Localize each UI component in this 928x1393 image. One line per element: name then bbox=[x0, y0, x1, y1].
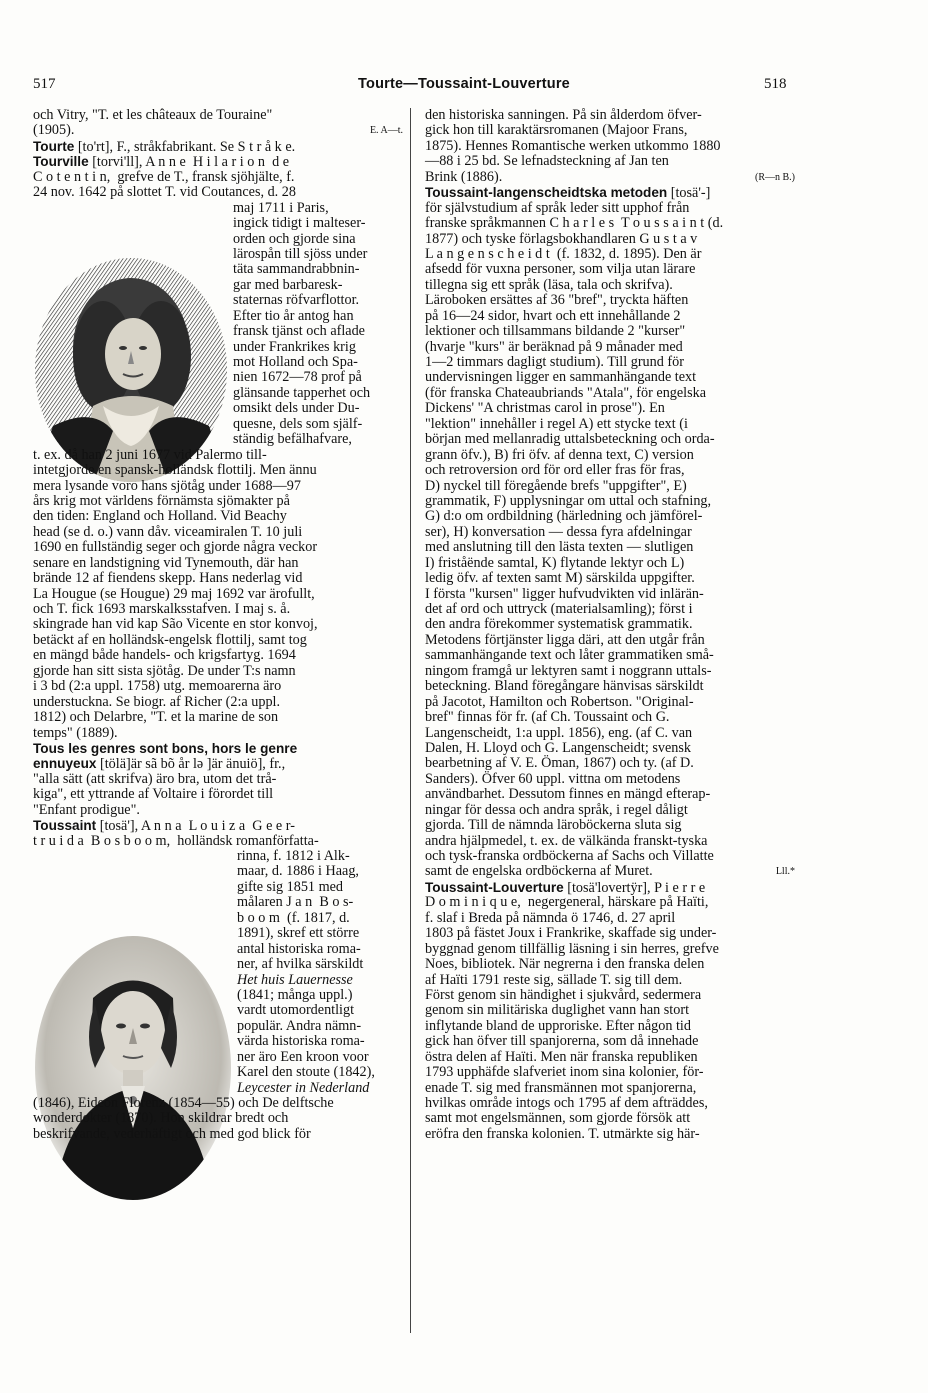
line-text: tillegna sig ett språk (läsa, tala och skrifva). bbox=[425, 276, 673, 293]
text-line bbox=[425, 880, 795, 895]
line-text: glänsande tapperhet och bbox=[233, 384, 371, 401]
text-line bbox=[425, 834, 795, 849]
line-text: och retroversion ord för ord eller fras för fras, bbox=[425, 462, 685, 479]
line-text: orden och gjorde sina bbox=[233, 230, 356, 247]
text-line bbox=[33, 1065, 403, 1080]
text-line bbox=[33, 432, 403, 447]
text-line bbox=[33, 818, 403, 833]
line-text: på Jacotot, Hamilton och Robertson. "Original- bbox=[425, 693, 694, 710]
line-text: användbarhet. Dessutom finnes en mängd efterap- bbox=[425, 786, 711, 803]
text-line bbox=[33, 556, 403, 571]
text-line bbox=[33, 154, 403, 169]
line-text: ner äro Een kroon voor bbox=[237, 1048, 369, 1065]
text-line bbox=[33, 463, 403, 478]
text-line bbox=[425, 818, 795, 833]
text-line bbox=[33, 309, 403, 324]
text-line bbox=[33, 401, 403, 416]
line-text: [tosä'lovertÿr], P i e r r e bbox=[563, 879, 706, 896]
line-text: (för franska Chateaubriands "Atala", för engelska bbox=[425, 384, 707, 401]
line-text: temps" (1889). bbox=[33, 724, 118, 741]
line-text: staternas röfvarflottor. bbox=[233, 292, 360, 309]
line-text: östra delen af Haïti. Men när franska republiken bbox=[425, 1048, 698, 1065]
headword: Tous les genres sont bons, hors le genre bbox=[33, 740, 298, 756]
line-text: Först genom sin händighet i sjukvård, sedermera bbox=[425, 986, 702, 1003]
line-text: i 3 bd (2:a uppl. 1758) utg. memoarerna äro bbox=[33, 678, 282, 695]
text-line bbox=[33, 710, 403, 725]
text-line bbox=[425, 201, 795, 216]
line-text: ledig öfv. af texten samt M) särskilda uppgifter. bbox=[425, 570, 695, 587]
line-text: rinna, f. 1812 i Alk- bbox=[237, 848, 350, 864]
line-text: gar med barbaresk- bbox=[233, 276, 343, 293]
text-line bbox=[33, 772, 403, 787]
line-text: bearbetning af V. E. Öman, 1867) och ty. (af D. bbox=[425, 755, 694, 772]
line-text: wonderdokter (1870). Hon skildrar bredt och bbox=[33, 1110, 289, 1127]
line-text: undervisningen ligger en sammanhängande text bbox=[425, 369, 697, 386]
line-text: inflytande bland de upproriske. Efter någon tid bbox=[425, 1017, 691, 1034]
italic-title: Leycester in Nederland bbox=[237, 1079, 370, 1096]
line-text: t. ex. då han 2 juni 1677 vid Palermo till- bbox=[33, 446, 267, 463]
text-line bbox=[33, 262, 403, 277]
text-line bbox=[425, 926, 795, 941]
line-text: 1812) och Delarbre, "T. et la marine de son bbox=[33, 709, 279, 726]
line-text: ser), H) konversation — dessa fyra afdelningar bbox=[425, 523, 692, 540]
text-line bbox=[425, 448, 795, 463]
line-text: gick han öfver till spanjorerna, som då innehade bbox=[425, 1033, 699, 1050]
line-text: maj 1711 i Paris, bbox=[233, 199, 329, 216]
line-text: "lektion" innehåller i regel A) ett stycke text (i bbox=[425, 415, 688, 432]
line-text: och T. fick 1693 marskalksstafven. I maj s. å. bbox=[33, 601, 291, 617]
headword: Tourte bbox=[33, 138, 75, 154]
text-line bbox=[33, 803, 403, 818]
line-text: hvilkas område intogs och 1795 af dem afträddes, bbox=[425, 1095, 708, 1111]
line-text: gjorda. Till de nämnda läroböckerna sluta sig bbox=[425, 817, 682, 834]
line-text: betäckt af en holländsk-engelsk flottilj, samt tog bbox=[33, 631, 307, 648]
text-line bbox=[33, 232, 403, 247]
line-text: ningar för dessa och andra språk, i regel dåligt bbox=[425, 801, 688, 818]
line-text: vardt utomordentligt bbox=[237, 1002, 355, 1019]
text-line bbox=[33, 895, 403, 910]
line-text: [tosä'], A n n a L o u i z a G e e r- bbox=[96, 818, 295, 835]
text-line bbox=[425, 417, 795, 432]
line-text: enade T. sig med fransmännen mot spanjorerna, bbox=[425, 1079, 697, 1096]
page-number-right: 518 bbox=[764, 76, 787, 92]
line-text: b o o m (f. 1817, d. bbox=[237, 909, 350, 926]
text-line bbox=[425, 1050, 795, 1065]
line-text: genom sin militäriska duglighet vann han stort bbox=[425, 1002, 690, 1019]
text-line bbox=[33, 1050, 403, 1065]
headword: Toussaint bbox=[33, 818, 97, 834]
text-line bbox=[425, 262, 795, 277]
text-line bbox=[425, 247, 795, 262]
text-line bbox=[425, 633, 795, 648]
text-line bbox=[33, 386, 403, 401]
line-text: Metodens förtjänster ligga däri, att den utgår från bbox=[425, 631, 705, 648]
line-text: Läroboken ersättes af 36 "bref", tryckta häften bbox=[425, 292, 689, 309]
text-line bbox=[33, 1096, 403, 1111]
text-line bbox=[33, 880, 403, 895]
line-text: (1846), Eideon Florenz (1854—55) och De delftsche bbox=[33, 1095, 334, 1111]
italic-title: Het huis Lauernesse bbox=[237, 971, 353, 988]
text-line bbox=[33, 849, 403, 864]
text-line bbox=[425, 571, 795, 586]
text-line bbox=[33, 973, 403, 988]
text-line bbox=[33, 988, 403, 1003]
text-line bbox=[425, 185, 795, 200]
text-line bbox=[33, 540, 403, 555]
line-text: senare en landstigning vid Tynemouth, där han bbox=[33, 554, 299, 571]
line-text: och tysk-franska ordböckerna af Sachs och Villatte bbox=[425, 848, 714, 864]
line-text: "alla sätt (att skrifva) äro bra, utom det trå- bbox=[33, 770, 277, 787]
text-line bbox=[33, 1127, 403, 1142]
text-line bbox=[425, 494, 795, 509]
line-text: den tiden: England och Holland. Vid Beachy bbox=[33, 508, 287, 525]
line-text: beteckning. Bland föregångare hänvisas särskildt bbox=[425, 678, 704, 695]
line-text: med anslutning till den lästa texten — slutligen bbox=[425, 539, 694, 556]
line-text: års krig mot världens förnämsta sjömakter på bbox=[33, 492, 290, 509]
line-text: La Hougue (se Hougue) 29 maj 1692 var ärofullt, bbox=[33, 585, 315, 602]
text-line bbox=[425, 232, 795, 247]
text-line bbox=[425, 1003, 795, 1018]
line-text: Sanders). Öfver 60 uppl. vittna om metodens bbox=[425, 770, 681, 787]
line-text: beskrifvande, vederhäftigt och med god blick för bbox=[33, 1125, 311, 1142]
right-column bbox=[425, 108, 795, 1142]
left-column bbox=[33, 108, 403, 1142]
line-text: D) nyckel till föregående brefs "uppgifter", E) bbox=[425, 477, 687, 494]
headword: Toussaint-Louverture bbox=[425, 879, 564, 895]
text-line bbox=[33, 1019, 403, 1034]
line-text: 1877) och tyske förlagsbokhandlaren G u s t a v bbox=[425, 230, 698, 247]
line-text: andra hjälpmedel, t. ex. de välkända franskt-tyska bbox=[425, 832, 708, 849]
line-text: det af ord och uttryck (materialsamling); först i bbox=[425, 601, 693, 617]
running-title: Tourte—Toussaint-Louverture bbox=[358, 76, 570, 92]
text-line bbox=[33, 509, 403, 524]
line-text: (1841; många uppl.) bbox=[237, 986, 353, 1003]
line-text: fransk tjänst och aflade bbox=[233, 323, 365, 340]
text-line bbox=[33, 340, 403, 355]
text-line bbox=[425, 1065, 795, 1080]
line-text: "Enfant prodigue". bbox=[33, 801, 140, 818]
line-text: Langenscheidt, 1:a uppl. 1856), eng. (af C. van bbox=[425, 724, 693, 741]
line-text: sammanhängande text och låter grammatiken små- bbox=[425, 647, 714, 664]
line-text: bref" finnas för fr. (af Ch. Toussaint och G. bbox=[425, 709, 670, 726]
line-text: intetgjorde en spansk-holländsk flottilj. Men ännu bbox=[33, 462, 317, 479]
text-line bbox=[33, 494, 403, 509]
text-line bbox=[425, 370, 795, 385]
text-line bbox=[33, 1111, 403, 1126]
text-line bbox=[33, 664, 403, 679]
text-line bbox=[425, 139, 795, 154]
line-text: 1875). Hennes Romantische werken utkommo 1880 bbox=[425, 137, 721, 154]
text-line bbox=[425, 154, 795, 169]
text-line bbox=[425, 679, 795, 694]
text-line bbox=[33, 370, 403, 385]
text-line bbox=[425, 324, 795, 339]
text-line bbox=[33, 139, 403, 154]
line-text: grann öfv.), B) fri öfv. af denna text, C) version bbox=[425, 446, 694, 463]
text-line bbox=[33, 957, 403, 972]
line-text: den andra förekommer systematisk grammatik. bbox=[425, 616, 693, 633]
text-line bbox=[425, 1111, 795, 1126]
text-line bbox=[425, 123, 795, 138]
text-line bbox=[33, 741, 403, 756]
line-text: ningom framgå ur lektyren samt i noggrann uttals- bbox=[425, 662, 712, 679]
text-line bbox=[425, 479, 795, 494]
text-line bbox=[33, 648, 403, 663]
line-text: ner, af hvilka särskildt bbox=[237, 956, 364, 973]
text-line bbox=[425, 401, 795, 416]
text-line bbox=[33, 525, 403, 540]
text-line bbox=[33, 787, 403, 802]
text-line bbox=[425, 1034, 795, 1049]
line-text: af Haïti 1791 reste sig, sällade T. sig till dem. bbox=[425, 971, 683, 988]
text-line bbox=[33, 201, 403, 216]
column-divider bbox=[410, 108, 411, 1333]
text-line bbox=[33, 695, 403, 710]
line-text: början med mellanradig uttalsbeteckning och orda- bbox=[425, 431, 715, 448]
line-text: Karel den stoute (1842), bbox=[237, 1064, 375, 1081]
line-text: quesne, dels som själf- bbox=[233, 415, 363, 432]
line-text: —88 i 25 bd. Se lefnadsteckning af Jan ten bbox=[425, 153, 669, 170]
line-text: täta sammandrabbnin- bbox=[233, 261, 360, 278]
text-line bbox=[425, 1127, 795, 1142]
text-line bbox=[33, 926, 403, 941]
headword: Toussaint-langenscheidtska metoden bbox=[425, 185, 668, 201]
line-text: mera lysande voro hans sjötåg under 1688—97 bbox=[33, 477, 301, 494]
line-text: t r u i d a B o s b o o m, holländsk romanförfatta- bbox=[33, 832, 319, 849]
text-line bbox=[425, 340, 795, 355]
line-text: lärospån till sjöss under bbox=[233, 245, 368, 262]
text-line bbox=[425, 108, 795, 123]
line-text: (hvarje "kurs" är beräknad på 9 månader med bbox=[425, 338, 683, 355]
line-text: D o m i n i q u e, negergeneral, härskare på Haïti, bbox=[425, 894, 709, 911]
text-line bbox=[425, 617, 795, 632]
text-line bbox=[33, 864, 403, 879]
text-line bbox=[33, 293, 403, 308]
line-text: populär. Andra nämn- bbox=[237, 1017, 362, 1034]
text-line bbox=[425, 587, 795, 602]
text-line bbox=[33, 417, 403, 432]
line-text: byggnad genom tillfällig läsning i sin herres, grefve bbox=[425, 940, 719, 957]
headword: ennuyeux bbox=[33, 756, 97, 772]
line-text: målaren J a n B o s- bbox=[237, 894, 354, 911]
line-text: ständig befälhafvare, bbox=[233, 431, 352, 448]
text-line bbox=[425, 988, 795, 1003]
line-text: gjorde han sitt sista sjötåg. De under T:s namn bbox=[33, 662, 296, 679]
text-line bbox=[425, 695, 795, 710]
line-text: kiga", ett yttrande af Voltaire i förordet till bbox=[33, 786, 274, 803]
text-line bbox=[425, 540, 795, 555]
line-text: 24 nov. 1642 på slottet T. vid Coutances, d. 28 bbox=[33, 184, 296, 201]
line-text: Noes, bibliotek. När negrerna i den franska delen bbox=[425, 956, 705, 973]
line-text: en mängd både handels- och krigsfartyg. 1694 bbox=[33, 647, 296, 664]
line-text: Efter tio år antog han bbox=[233, 307, 354, 324]
author-signature: E. A—t. bbox=[369, 125, 403, 137]
line-text: eröfra den franska kolonien. T. utmärkte sig här- bbox=[425, 1125, 700, 1142]
text-line bbox=[33, 942, 403, 957]
text-line bbox=[425, 710, 795, 725]
line-text: L a n g e n s c h e i d t (f. 1832, d. 1895). Den är bbox=[425, 245, 702, 262]
text-line bbox=[33, 324, 403, 339]
text-line bbox=[425, 772, 795, 787]
text-line bbox=[33, 185, 403, 200]
line-text: [torvi'll], A n n e H i l a r i o n d e bbox=[88, 154, 290, 171]
line-text: för självstudium af språk leder sitt upphof från bbox=[425, 199, 690, 216]
line-text: och Vitry, "T. et les châteaux de Touraine" bbox=[33, 107, 273, 123]
line-text: brände 12 af fiendens skepp. Hans nederlag vid bbox=[33, 570, 303, 587]
line-text: grammatik, F) upplysningar om uttal och stafning, bbox=[425, 492, 712, 509]
line-text: 1690 en fullständig seger och gjorde några veckor bbox=[33, 539, 318, 556]
text-line bbox=[425, 278, 795, 293]
line-text: under Frankrikes krig bbox=[233, 338, 356, 355]
line-text: ingick tidigt i malteser- bbox=[233, 215, 366, 232]
headword: Tourville bbox=[33, 154, 89, 170]
author-signature: Lll.* bbox=[775, 866, 795, 878]
text-line bbox=[33, 247, 403, 262]
text-line bbox=[425, 170, 795, 185]
line-text: understuckna. Se biogr. af Richer (2:a uppl. bbox=[33, 693, 281, 710]
text-line bbox=[425, 355, 795, 370]
text-line bbox=[425, 895, 795, 910]
line-text: maar, d. 1886 i Haag, bbox=[237, 863, 359, 880]
text-line bbox=[425, 756, 795, 771]
text-line bbox=[33, 123, 403, 138]
line-text: 1793 upphäfde slafveriet inom sina kolonier, för- bbox=[425, 1064, 704, 1081]
line-text: franske språkmannen C h a r l e s T o u s s a i n t (d. bbox=[425, 215, 724, 232]
line-text: omsikt dels under Du- bbox=[233, 400, 360, 417]
line-text: 1803 på fästet Joux i Frankrike, skaffade sig under- bbox=[425, 925, 717, 942]
text-line bbox=[425, 309, 795, 324]
line-text: samt mot engelsmännen, som gjorde försök att bbox=[425, 1110, 691, 1127]
line-text: 1—2 timmars dagligt studium). Till grund för bbox=[425, 354, 684, 370]
text-line bbox=[33, 726, 403, 741]
line-text: f. slaf i Breda på nämnda ö 1746, d. 27 april bbox=[425, 909, 676, 926]
text-line bbox=[33, 602, 403, 617]
line-text: samt de engelska ordböckerna af Muret. bbox=[425, 863, 653, 880]
text-line bbox=[33, 679, 403, 694]
text-line bbox=[425, 1081, 795, 1096]
text-line bbox=[425, 386, 795, 401]
text-line bbox=[425, 463, 795, 478]
text-line bbox=[425, 942, 795, 957]
text-line bbox=[33, 587, 403, 602]
text-line bbox=[425, 432, 795, 447]
text-line bbox=[425, 803, 795, 818]
text-line bbox=[33, 1034, 403, 1049]
line-text: antal historiska roma- bbox=[237, 940, 361, 957]
line-text: afsedd för vuxna personer, som vilja utan lärare bbox=[425, 261, 696, 278]
line-text: Dalen, H. Lloyd och G. Langenscheidt; svensk bbox=[425, 739, 691, 756]
text-line bbox=[33, 756, 403, 771]
text-line bbox=[33, 170, 403, 185]
line-text: nien 1672—78 prof på bbox=[233, 369, 362, 386]
text-line bbox=[425, 787, 795, 802]
line-text: mot Holland och Spa- bbox=[233, 354, 358, 370]
line-text: head (se d. o.) vann dåv. viceamiralen T. 10 juli bbox=[33, 523, 303, 540]
line-text: [to'rt], F., stråkfabrikant. Se S t r å k e. bbox=[74, 138, 296, 155]
text-line bbox=[425, 726, 795, 741]
line-text: på 16—24 sidor, hvart och ett innehållande 2 bbox=[425, 307, 681, 324]
text-line bbox=[425, 973, 795, 988]
text-line bbox=[33, 1003, 403, 1018]
text-line bbox=[425, 293, 795, 308]
line-text: 1891), skref ett större bbox=[237, 925, 360, 942]
text-line bbox=[425, 509, 795, 524]
line-text: [tölä]är sã bõ år lə ]är änuiö], fr., bbox=[96, 756, 286, 773]
line-text: I) friståënde samtal, K) flytande lektyr och L) bbox=[425, 554, 685, 571]
text-line bbox=[33, 355, 403, 370]
line-text: värda historiska roma- bbox=[237, 1033, 365, 1050]
text-line bbox=[33, 633, 403, 648]
line-text: C o t e n t i n, grefve de T., fransk sjöhjälte, f. bbox=[33, 168, 295, 185]
text-line bbox=[425, 664, 795, 679]
text-line bbox=[33, 278, 403, 293]
line-text: den historiska sanningen. På sin ålderdom öfver- bbox=[425, 107, 702, 123]
page-number-left: 517 bbox=[33, 76, 56, 92]
line-text: gifte sig 1851 med bbox=[237, 878, 343, 895]
text-line bbox=[33, 448, 403, 463]
text-line bbox=[425, 957, 795, 972]
text-line bbox=[33, 834, 403, 849]
line-text: G) d:o om ordbildning (härledning och jämförel- bbox=[425, 508, 703, 525]
text-line bbox=[425, 648, 795, 663]
line-text: [tosä'-] bbox=[667, 185, 711, 202]
text-line bbox=[425, 602, 795, 617]
text-line bbox=[425, 864, 795, 879]
text-line bbox=[33, 479, 403, 494]
text-line bbox=[425, 1019, 795, 1034]
line-text: skingrade han vid kap São Vicente en stor konvoj, bbox=[33, 616, 318, 633]
text-line bbox=[425, 911, 795, 926]
text-line bbox=[33, 617, 403, 632]
line-text: gick hon till karaktärsromanen (Majoor Frans, bbox=[425, 122, 688, 139]
text-line bbox=[425, 1096, 795, 1111]
text-line bbox=[425, 556, 795, 571]
text-line bbox=[33, 911, 403, 926]
line-text: I första "kursen" ligger hufvudvikten vid inlärän- bbox=[425, 585, 704, 602]
text-line bbox=[425, 525, 795, 540]
line-text: Dickens' "A christmas carol in prose"). En bbox=[425, 400, 665, 417]
line-text: lektioner och tillsammans bildande 2 "kurser" bbox=[425, 323, 686, 340]
line-text: (1905). bbox=[33, 122, 75, 139]
text-line bbox=[33, 108, 403, 123]
text-line bbox=[425, 216, 795, 231]
text-line bbox=[33, 571, 403, 586]
author-signature: (R—n B.) bbox=[755, 171, 795, 183]
text-line bbox=[33, 216, 403, 231]
text-line bbox=[33, 1081, 403, 1096]
text-line bbox=[425, 849, 795, 864]
line-text: Brink (1886). bbox=[425, 168, 503, 185]
